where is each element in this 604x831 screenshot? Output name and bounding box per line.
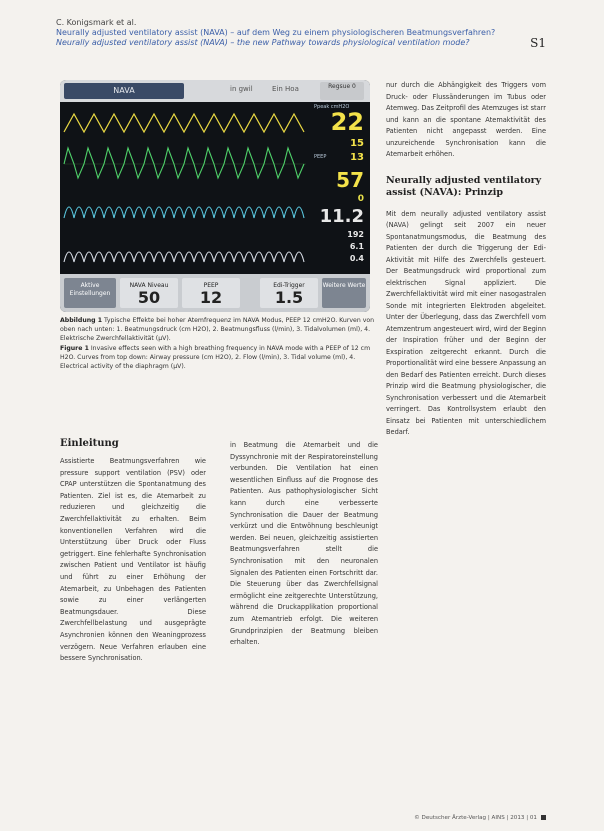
active-settings-label: Aktive Einstellungen bbox=[69, 282, 111, 297]
edi-trigger-value: 1.5 bbox=[274, 288, 304, 307]
value-mv: 11.2 bbox=[319, 206, 364, 227]
value-rr: 57 bbox=[336, 168, 364, 192]
footer-square-icon bbox=[541, 815, 546, 820]
peep-button[interactable] bbox=[182, 278, 240, 308]
edi-trigger-button[interactable] bbox=[260, 278, 318, 308]
active-settings-button[interactable] bbox=[64, 278, 116, 308]
caption-de-label: Abbildung 1 bbox=[60, 317, 103, 324]
page-footer bbox=[386, 815, 546, 821]
caption-en bbox=[60, 344, 378, 372]
page-header bbox=[56, 18, 546, 48]
section-heading-einleitung: Einleitung bbox=[60, 438, 119, 449]
caption-en-label: Figure 1 bbox=[60, 344, 89, 352]
intro-column-1: Assistierte Beatmungsverfahren wie pressure support ventilation (PSV) oder CPAP unterstützen die Spontanatmung des Patienten. Ziel ist es, die Atemarbeit zu reduzieren und gleichzeitig die Zwerchfellaktivität zu erhalten. Beim konventionellen Verfahren wird die Unterstützung über Druck oder Fluss getriggert. Eine fehlerhafte Synchronisation zwischen Patient und Ventilator ist häufig und führt zu einer Erhöhung der Atemarbeit, zu Unbehagen des Patienten sowie zu einer verlängerten Beatmungsdauer. Diese Zwerchfellbelastung und ausgeprägte Asynchronien können den Weaningprozess verzögern. Neue Verfahren erlauben eine bessere Synchronisation. bbox=[60, 457, 206, 663]
value-small: 0 bbox=[357, 194, 364, 204]
value-mean: 15 bbox=[350, 138, 364, 149]
value-edi-peak: 6.1 bbox=[349, 242, 364, 251]
nava-level-button[interactable] bbox=[120, 278, 178, 308]
intro-column-2: in Beatmung die Atemarbeit und die Dyssynchronie mit der Respiratoreinstellung verbunden. Die Ventilation hat einen wesentlichen Einfluss auf die Prognose des Patienten. Aus pathophysiologischer Sicht kann durch eine verbesserte Synchronisation die Dauer der Beatmung verkürzt und die Entwöhnung beschleunigt werden. Bei neuen, gleichzeitig assistierten Beatmungsverfahren stellt die Synchronisation mit den neuronalen Signalen des Patienten einen Fortschritt dar. Die Steuerung über das Zwerchfellsignal ermöglicht eine zeitgerechte Unterstützung, während die Druckapplikation proportional zum Atemantrieb erfolgt. Die weiteren Grundprinzipien der Beatmung bleiben erhalten. bbox=[230, 441, 378, 647]
caption-en-text: Invasive effects seen with a high breathing frequency in NAVA mode with a PEEP of 12 cm H2O. Curves from top down: Airway pressure (cm H2O), 2. Flow (l/min), 3. Tidal volume (ml), 4. Electrical activity of the diaphragm (µV). bbox=[60, 344, 371, 371]
header-authors: C. Konigsmark et al. bbox=[56, 18, 137, 27]
waveform-panel bbox=[60, 102, 310, 272]
monitor-bottom-bar bbox=[60, 274, 370, 312]
value-peep: 13 bbox=[350, 152, 364, 163]
peep-label: PEEP bbox=[203, 282, 219, 289]
edi-trigger-label: Edi-Trigger bbox=[273, 282, 305, 289]
nava-level-label: NAVA Niveau bbox=[129, 282, 169, 289]
value-ppeak-label: Ppeak cmH2O bbox=[314, 104, 350, 110]
caption-de-text: Typische Effekte bei hoher Atemfrequenz im NAVA Modus, PEEP 12 cmH2O. Kurven von oben nach unten: 1. Beatmungsdruck (cm H2O), 2. Beatmungsfluss (l/min), 3. Tidalvolumen (ml), 4. Elektrische Zwerchfellaktivität (µV). bbox=[60, 317, 375, 343]
value-vt: 192 bbox=[347, 230, 364, 239]
monitor-top-bar bbox=[60, 80, 370, 102]
footer-text: © Deutscher Ärzte-Verlag | AINS | 2013 | 01 bbox=[414, 815, 537, 821]
more-values-button[interactable] bbox=[322, 278, 366, 308]
monitor-values-column bbox=[312, 102, 370, 272]
section-heading-nava: Neurally adjusted ventilatory assist (NAVA): Prinzip bbox=[386, 174, 542, 198]
header-title-en: Neurally adjusted ventilatory assist (NAVA) – the new Pathway towards physiological ventilation mode? bbox=[56, 38, 470, 47]
right-paragraph-1: nur durch die Abhängigkeit des Triggers vom Druck- oder Flussänderungen im Tubus oder Atemweg. Das Zeitprofil des Atemzuges ist starr und kann an die spontane Atemaktivität des Patienten nicht angepasst werden. Eine unzureichende Synchronisation kann die Atemarbeit erhöhen. bbox=[386, 81, 546, 158]
right-column bbox=[386, 80, 546, 439]
more-values-label: Weitere Werte bbox=[322, 282, 366, 289]
ventilator-monitor-figure bbox=[60, 80, 370, 312]
page-number: S1 bbox=[530, 36, 546, 50]
monitor-top-label: Regsue 0 bbox=[320, 82, 364, 100]
caption-de bbox=[60, 316, 378, 344]
header-title-de: Neurally adjusted ventilatory assist (NAVA) – auf dem Weg zu einem physiologischeren Beatmungsverfahren? bbox=[56, 28, 496, 37]
monitor-top-label: Ein Hoa bbox=[272, 85, 299, 93]
figure-caption bbox=[60, 316, 378, 371]
monitor-top-label: in gwil bbox=[230, 85, 253, 93]
value-ppeak: 22 bbox=[330, 108, 364, 136]
right-paragraph-2: Mit dem neurally adjusted ventilatory assist (NAVA) gelingt seit 2007 ein neuer Spontanatmungsmodus, die Beatmung des Patienten der durch die Triggerung der Edi-Aktivität mit Hilfe des Zwerchfells gesteuert. Der Beatmungsdruck wird proportional zum elektrischen Signal appliziert. Die Zwerchfellaktivität wird mit einer nasogastralen Sonde mit integrierten Elektroden abgeleitet. Unter der Überlegung, dass das Zwerchfell vom Atemzentrum angesteuert wird, wird der Beginn der Inspiration früher und der Beginn der Exspiration zeitgerecht erkannt. Durch die Proportionalität wird eine bessere Anpassung an den Bedarf des Patienten erreicht. Durch dieses Prinzip wird die Beatmung physiologischer, die Synchronisation verbessert und die Atemarbeit verringert. Das Kontrollsystem erlaubt den Einsatz bei Patienten mit unterschiedlichem Bedarf. bbox=[386, 209, 546, 436]
monitor-mode-label: NAVA bbox=[64, 83, 184, 99]
nava-level-value: 50 bbox=[137, 288, 161, 307]
value-edi-min: 0.4 bbox=[349, 254, 364, 263]
value-peep-label: PEEP bbox=[314, 154, 327, 160]
peep-value: 12 bbox=[199, 288, 223, 307]
